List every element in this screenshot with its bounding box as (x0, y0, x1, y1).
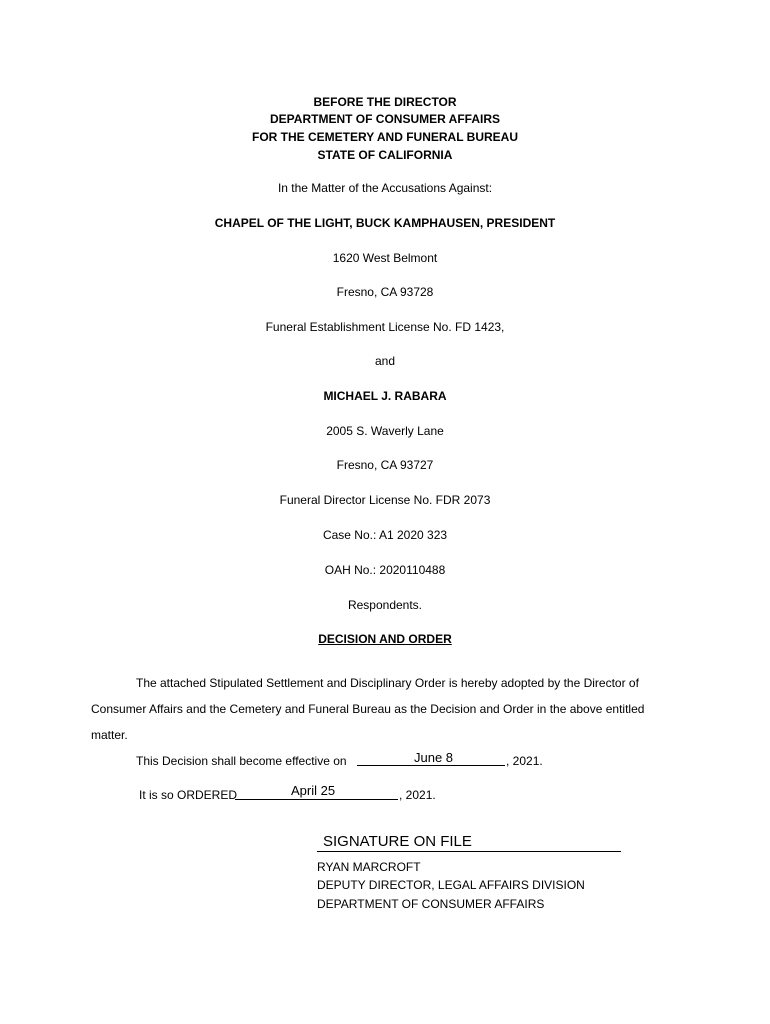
respondent2-name: MICHAEL J. RABARA (323, 389, 447, 403)
signature-line (317, 851, 621, 852)
respondent1-address-line2: Fresno, CA 93728 (336, 285, 434, 299)
decision-paragraph-line2: Consumer Affairs and the Cemetery and Funeral Bureau as the Decision and Order in the above entitled (91, 702, 645, 716)
respondent2-address-line2: Fresno, CA 93727 (336, 458, 434, 472)
effective-date-suffix: , 2021. (506, 754, 543, 768)
effective-date-value: June 8 (414, 750, 454, 765)
signatory-title-2: DEPARTMENT OF CONSUMER AFFAIRS (317, 897, 545, 911)
decision-paragraph-line1: The attached Stipulated Settlement and Disciplinary Order is hereby adopted by the Director of (136, 676, 639, 690)
respondent2-address-line1: 2005 S. Waverly Lane (326, 424, 444, 438)
ordered-date-blank-line (235, 799, 398, 800)
signature-on-file: SIGNATURE ON FILE (323, 833, 472, 850)
respondent1-license: Funeral Establishment License No. FD 1423, (265, 320, 505, 334)
ordered-suffix: , 2021. (399, 788, 436, 802)
case-number: Case No.: A1 2020 323 (322, 528, 448, 542)
respondent1-address-line1: 1620 West Belmont (332, 251, 438, 265)
respondent2-license: Funeral Director License No. FDR 2073 (279, 493, 491, 507)
header-line-1: BEFORE THE DIRECTOR (313, 95, 457, 109)
ordered-prefix: It is so ORDERED (139, 788, 238, 802)
respondent1-name: CHAPEL OF THE LIGHT, BUCK KAMPHAUSEN, PRESIDENT (214, 216, 556, 230)
respondents-label: Respondents. (347, 598, 423, 612)
decision-heading: DECISION AND ORDER (318, 632, 452, 646)
signatory-name: RYAN MARCROFT (317, 860, 421, 874)
decision-paragraph-line3: matter. (91, 728, 128, 742)
matter-intro: In the Matter of the Accusations Against: (277, 181, 493, 195)
oah-number: OAH No.: 2020110488 (324, 563, 446, 577)
header-line-4: STATE OF CALIFORNIA (317, 148, 453, 162)
effective-date-prefix: This Decision shall become effective on (136, 754, 347, 768)
header-line-3: FOR THE CEMETERY AND FUNERAL BUREAU (251, 130, 518, 144)
signatory-title-1: DEPUTY DIRECTOR, LEGAL AFFAIRS DIVISION (317, 878, 585, 892)
header-line-2: DEPARTMENT OF CONSUMER AFFAIRS (270, 112, 500, 126)
effective-date-blank-line (357, 765, 505, 766)
conjunction-and: and (374, 354, 396, 368)
ordered-date-value: April 25 (291, 783, 336, 798)
